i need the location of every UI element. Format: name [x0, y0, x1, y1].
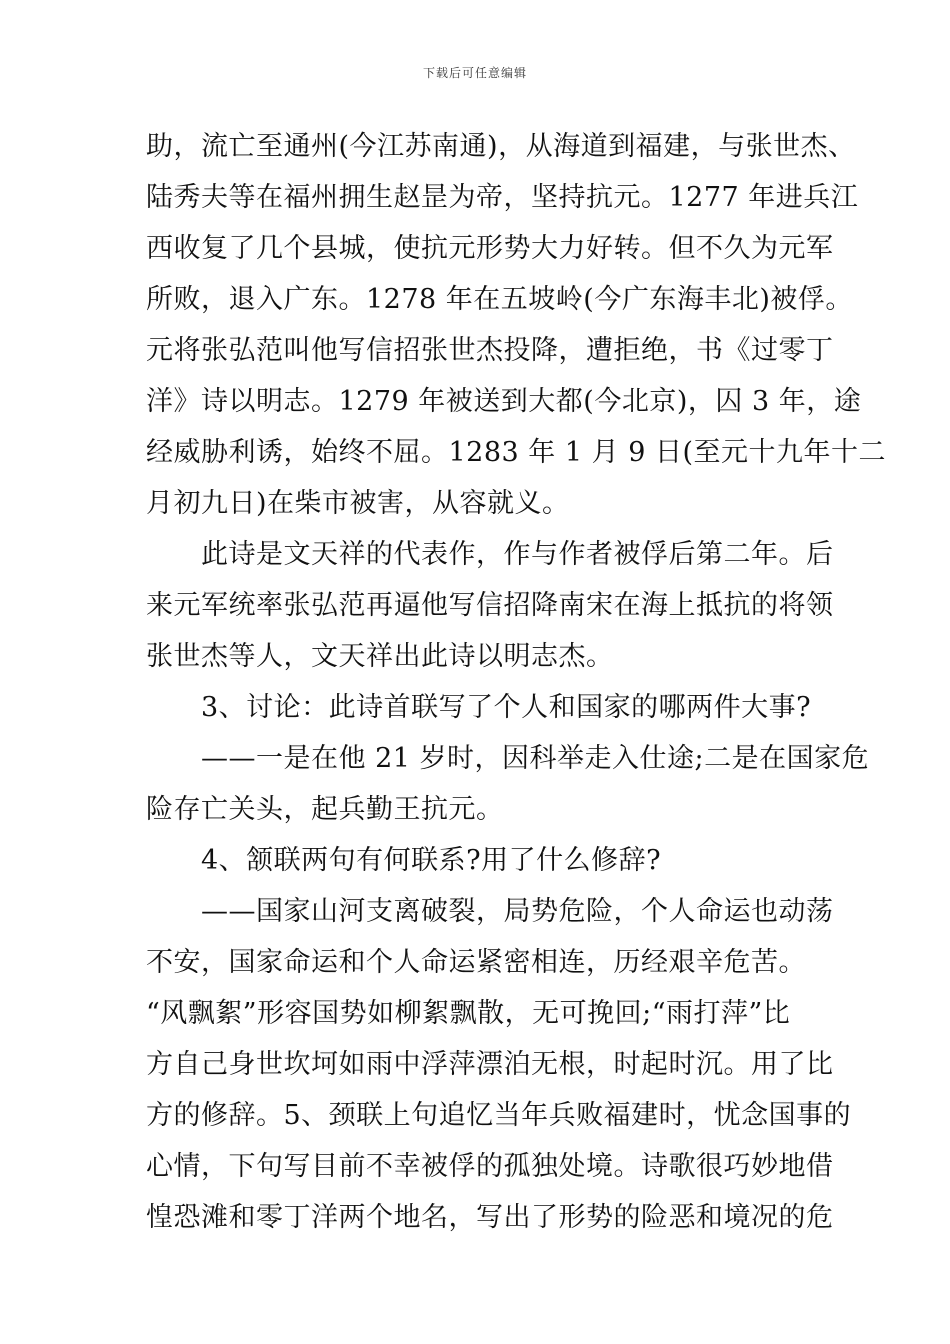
text-line: ——一是在他 21 岁时，因科举走入仕途;二是在国家危 [146, 743, 870, 774]
text-line: 所败，退入广东。1278 年在五坡岭(今广东海丰北)被俘。 [146, 284, 853, 315]
text-line: 陆秀夫等在福州拥生赵昰为帝，坚持抗元。1277 年进兵江 [146, 182, 859, 213]
text-line: 西收复了几个县城，使抗元形势大力好转。但不久为元军 [146, 233, 834, 264]
text-line: 洋》诗以明志。1279 年被送到大都(今北京)，囚 3 年，途 [146, 386, 862, 417]
text-line: 月初九日)在柴市被害，从容就义。 [146, 488, 570, 519]
text-line: 方的修辞。5、颈联上句追忆当年兵败福建时，忧念国事的 [146, 1100, 852, 1131]
text-line: 4、颔联两句有何联系?用了什么修辞? [146, 845, 662, 876]
text-line: 经威胁利诱，始终不屈。1283 年 1 月 9 日(至元十九年十二 [146, 437, 887, 468]
text-line: 心情，下句写目前不幸被俘的孤独处境。诗歌很巧妙地借 [146, 1151, 834, 1182]
text-line: 此诗是文天祥的代表作，作与作者被俘后第二年。后 [146, 539, 834, 570]
text-line: 来元军统率张弘范再逼他写信招降南宋在海上抵抗的将领 [146, 590, 834, 621]
text-line: “风飘絮”形容国势如柳絮飘散，无可挽回;“雨打萍”比 [146, 998, 791, 1029]
text-line: 方自己身世坎坷如雨中浮萍漂泊无根，时起时沉。用了比 [146, 1049, 834, 1080]
text-line: 元将张弘范叫他写信招张世杰投降，遭拒绝，书《过零丁 [146, 335, 834, 366]
text-line: 险存亡关头，起兵勤王抗元。 [146, 794, 504, 825]
text-line: 张世杰等人，文天祥出此诗以明志杰。 [146, 641, 614, 672]
text-line: ——国家山河支离破裂，局势危险，个人命运也动荡 [146, 896, 834, 927]
page-header: 下载后可任意编辑 [422, 66, 527, 80]
text-line: 惶恐滩和零丁洋两个地名，写出了形势的险恶和境况的危 [146, 1202, 834, 1233]
text-line: 3、讨论：此诗首联写了个人和国家的哪两件大事? [146, 692, 812, 723]
text-line: 助，流亡至通州(今江苏南通)，从海道到福建，与张世杰、 [146, 131, 856, 162]
text-line: 不安，国家命运和个人命运紧密相连，历经艰辛危苦。 [146, 947, 806, 978]
